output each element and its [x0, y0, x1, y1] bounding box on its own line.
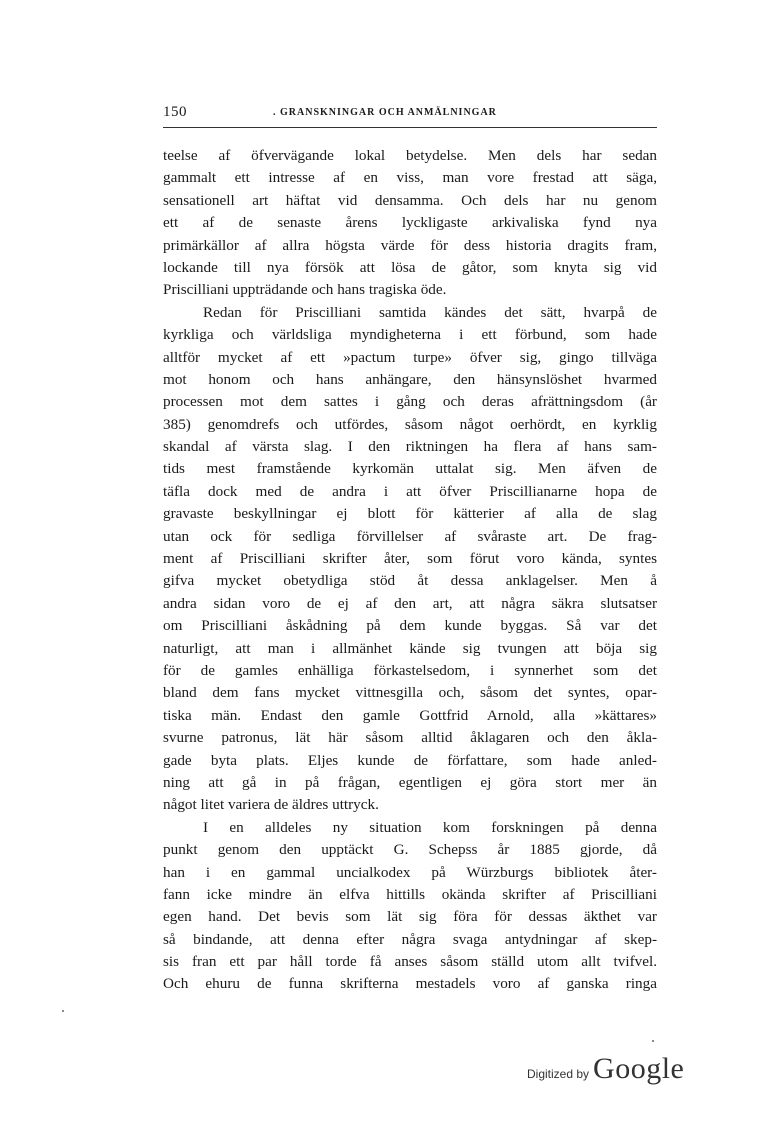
- text-line: naturligt, att man i allmänhet kände sig tvungen att böja sig: [163, 639, 657, 657]
- text-line: gravaste beskyllningar ej blott för kätterier af alla de slag: [163, 505, 657, 523]
- scan-speck: [62, 1010, 64, 1012]
- google-logo: Google: [593, 1052, 685, 1085]
- paragraph-first-line: Redan för Priscilliani samtida kändes det sätt, hvarpå de: [203, 303, 657, 321]
- text-line: lockande till nya försök att lösa de gåtor, som knyta sig vid: [163, 258, 657, 276]
- text-line: något litet variera de äldres uttryck.: [163, 796, 379, 814]
- text-line: gammalt ett intresse af en viss, man vore frestad att säga,: [163, 169, 657, 187]
- text-line: bland dem fans mycket vittnesgilla och, såsom det syntes, opar-: [163, 684, 657, 702]
- page-number: 150: [163, 104, 187, 120]
- text-line: skandal af värsta slag. I den riktningen ha flera af hans sam-: [163, 438, 657, 456]
- text-line: utan ock för sedliga förvillelser af svåraste art. De frag-: [163, 527, 657, 545]
- text-line: processen mot dem sattes i gång och deras afrättningsdom (år: [163, 393, 657, 411]
- text-line: sis fran ett par håll torde få anses såsom ställd utom allt tvifvel.: [163, 953, 657, 971]
- text-line: tiska män. Endast den gamle Gottfrid Arnold, alla »kättares»: [163, 706, 657, 724]
- text-line: ment af Priscilliani skrifter åter, som förut voro kända, syntes: [163, 550, 657, 568]
- text-line: teelse af öfvervägande lokal betydelse. Men dels har sedan: [163, 147, 657, 164]
- text-line: primärkällor af allra högsta värde för dess historia dragits fram,: [163, 236, 657, 254]
- text-line: punkt genom den upptäckt G. Schepss år 1885 gjorde, då: [163, 841, 657, 859]
- paragraph-first-line: I en alldeles ny situation kom forskningen på denna: [203, 818, 657, 836]
- text-line: han i en gammal uncialkodex på Würzburgs bibliotek åter-: [163, 863, 657, 881]
- text-line: så bindande, att denna efter några svaga antydningar af skep-: [163, 930, 657, 948]
- text-line: fann icke mindre än elfva hittills okända skrifter af Priscilliani: [163, 885, 657, 903]
- text-line: mot honom och hans anhängare, den hänsynslöshet hvarmed: [163, 370, 657, 388]
- text-line: täfla dock med de andra i att öfver Priscillianarne hopa de: [163, 482, 657, 500]
- text-line: om Priscilliani åskådning på dem kunde byggas. Så var det: [163, 617, 657, 635]
- text-line: ning att gå in på frågan, egentligen ej göra stort mer än: [163, 773, 657, 791]
- text-line: 385) genomdrefs och utfördes, såsom något oerhördt, en kyrklig: [163, 415, 657, 433]
- running-head: [163, 104, 657, 126]
- running-title: . GRANSKNINGAR OCH ANMÄLNINGAR: [273, 107, 497, 118]
- text-line: svurne patronus, lät här såsom alltid åklagaren och den åkla-: [163, 729, 657, 747]
- text-line: tids mest framstående kyrkomän uttalat sig. Men äfven de: [163, 460, 657, 478]
- header-rule: [163, 127, 657, 128]
- scan-speck: [652, 1040, 654, 1042]
- text-line: Och ehuru de funna skrifterna mestadels voro af ganska ringa: [163, 975, 657, 993]
- digitized-by-google-watermark: [527, 1052, 684, 1092]
- text-line: egen hand. Det bevis som lät sig föra för dessas äkthet var: [163, 908, 657, 926]
- text-line: kyrkliga och världsliga myndigheterna i ett förbund, som hade: [163, 326, 657, 344]
- text-line: gade byta plats. Eljes kunde de författare, som hade anled-: [163, 751, 657, 769]
- digitized-by-label: Digitized by: [527, 1067, 590, 1081]
- text-line: ett af de senaste årens lyckligaste arkivaliska fynd nya: [163, 214, 657, 232]
- text-line: andra sidan voro de ej af den art, att några säkra slutsatser: [163, 594, 657, 612]
- text-line: för de gamles enhälliga förkastelsedom, i synnerhet som det: [163, 661, 657, 679]
- body-text: [163, 145, 657, 996]
- text-line: Priscilliani uppträdande och hans tragiska öde.: [163, 281, 447, 299]
- text-line: gifva mycket obetydliga stöd åt dessa anklagelser. Men å: [163, 572, 657, 590]
- text-line: alltför mycket af ett »pactum turpe» öfver sig, gingo tillväga: [163, 348, 657, 366]
- text-line: sensationell art häftat vid densamma. Och dels har nu genom: [163, 191, 657, 209]
